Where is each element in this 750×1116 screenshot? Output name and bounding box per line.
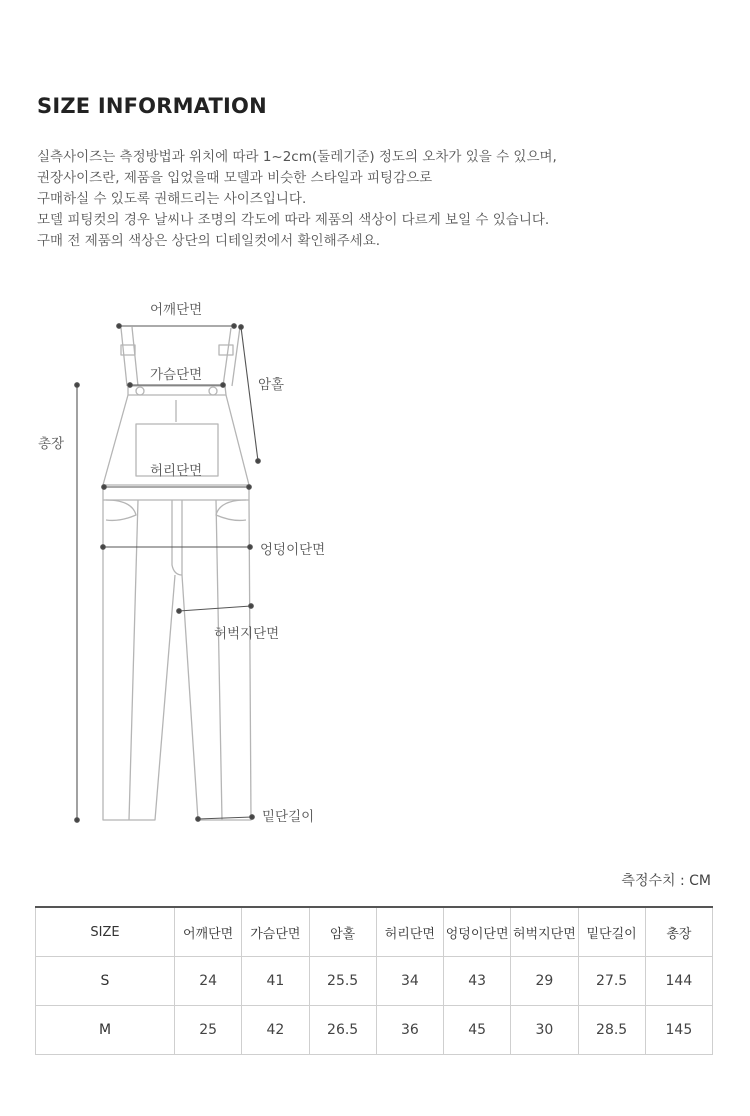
label-total-length: 총장	[38, 436, 65, 452]
page-title: SIZE INFORMATION	[37, 94, 267, 118]
label-thigh: 허벅지단면	[214, 626, 280, 642]
table-cell: 29	[511, 957, 578, 1006]
table-cell: 144	[645, 957, 712, 1006]
size-notice	[37, 147, 557, 252]
notice-line: 모델 피팅컷의 경우 날씨나 조명의 각도에 따라 제품의 색상이 다르게 보일 수 있습니다.	[37, 212, 550, 228]
label-shoulder: 어깨단면	[150, 302, 203, 318]
table-cell: 28.5	[578, 1006, 645, 1055]
table-cell: 45	[444, 1006, 511, 1055]
size-table	[35, 906, 713, 1055]
size-cell: M	[36, 1006, 175, 1055]
table-row	[36, 1006, 713, 1055]
label-hem: 밑단길이	[262, 809, 315, 825]
column-header: 엉덩이단면	[444, 907, 511, 957]
table-cell: 42	[242, 1006, 309, 1055]
table-cell: 36	[376, 1006, 443, 1055]
table-cell: 30	[511, 1006, 578, 1055]
table-cell: 145	[645, 1006, 712, 1055]
table-cell: 26.5	[309, 1006, 376, 1055]
column-header: 어깨단면	[175, 907, 242, 957]
label-armhole: 암홀	[258, 377, 285, 393]
label-waist: 허리단면	[150, 463, 203, 479]
label-hip: 엉덩이단면	[260, 542, 326, 558]
column-header: SIZE	[36, 907, 175, 957]
table-cell: 41	[242, 957, 309, 1006]
notice-line: 권장사이즈란, 제품을 입었을때 모델과 비슷한 스타일과 피팅감으로	[37, 170, 433, 186]
table-header-row	[36, 907, 713, 957]
notice-line: 구매하실 수 있도록 권해드리는 사이즈입니다.	[37, 191, 307, 207]
notice-line: 실측사이즈는 측정방법과 위치에 따라 1~2cm(둘레기준) 정도의 오차가 있을 수 있으며,	[37, 149, 557, 165]
table-cell: 34	[376, 957, 443, 1006]
table-cell: 24	[175, 957, 242, 1006]
table-cell: 27.5	[578, 957, 645, 1006]
overalls-measurement-diagram	[0, 280, 400, 840]
label-chest: 가슴단면	[150, 367, 203, 383]
column-header: 총장	[645, 907, 712, 957]
table-cell: 25.5	[309, 957, 376, 1006]
column-header: 밑단길이	[578, 907, 645, 957]
column-header: 허벅지단면	[511, 907, 578, 957]
table-cell: 25	[175, 1006, 242, 1055]
column-header: 암홀	[309, 907, 376, 957]
unit-label: 측정수치 : CM	[621, 873, 711, 889]
size-cell: S	[36, 957, 175, 1006]
table-row	[36, 957, 713, 1006]
column-header: 허리단면	[376, 907, 443, 957]
table-cell: 43	[444, 957, 511, 1006]
column-header: 가슴단면	[242, 907, 309, 957]
notice-line: 구매 전 제품의 색상은 상단의 디테일컷에서 확인해주세요.	[37, 233, 381, 249]
